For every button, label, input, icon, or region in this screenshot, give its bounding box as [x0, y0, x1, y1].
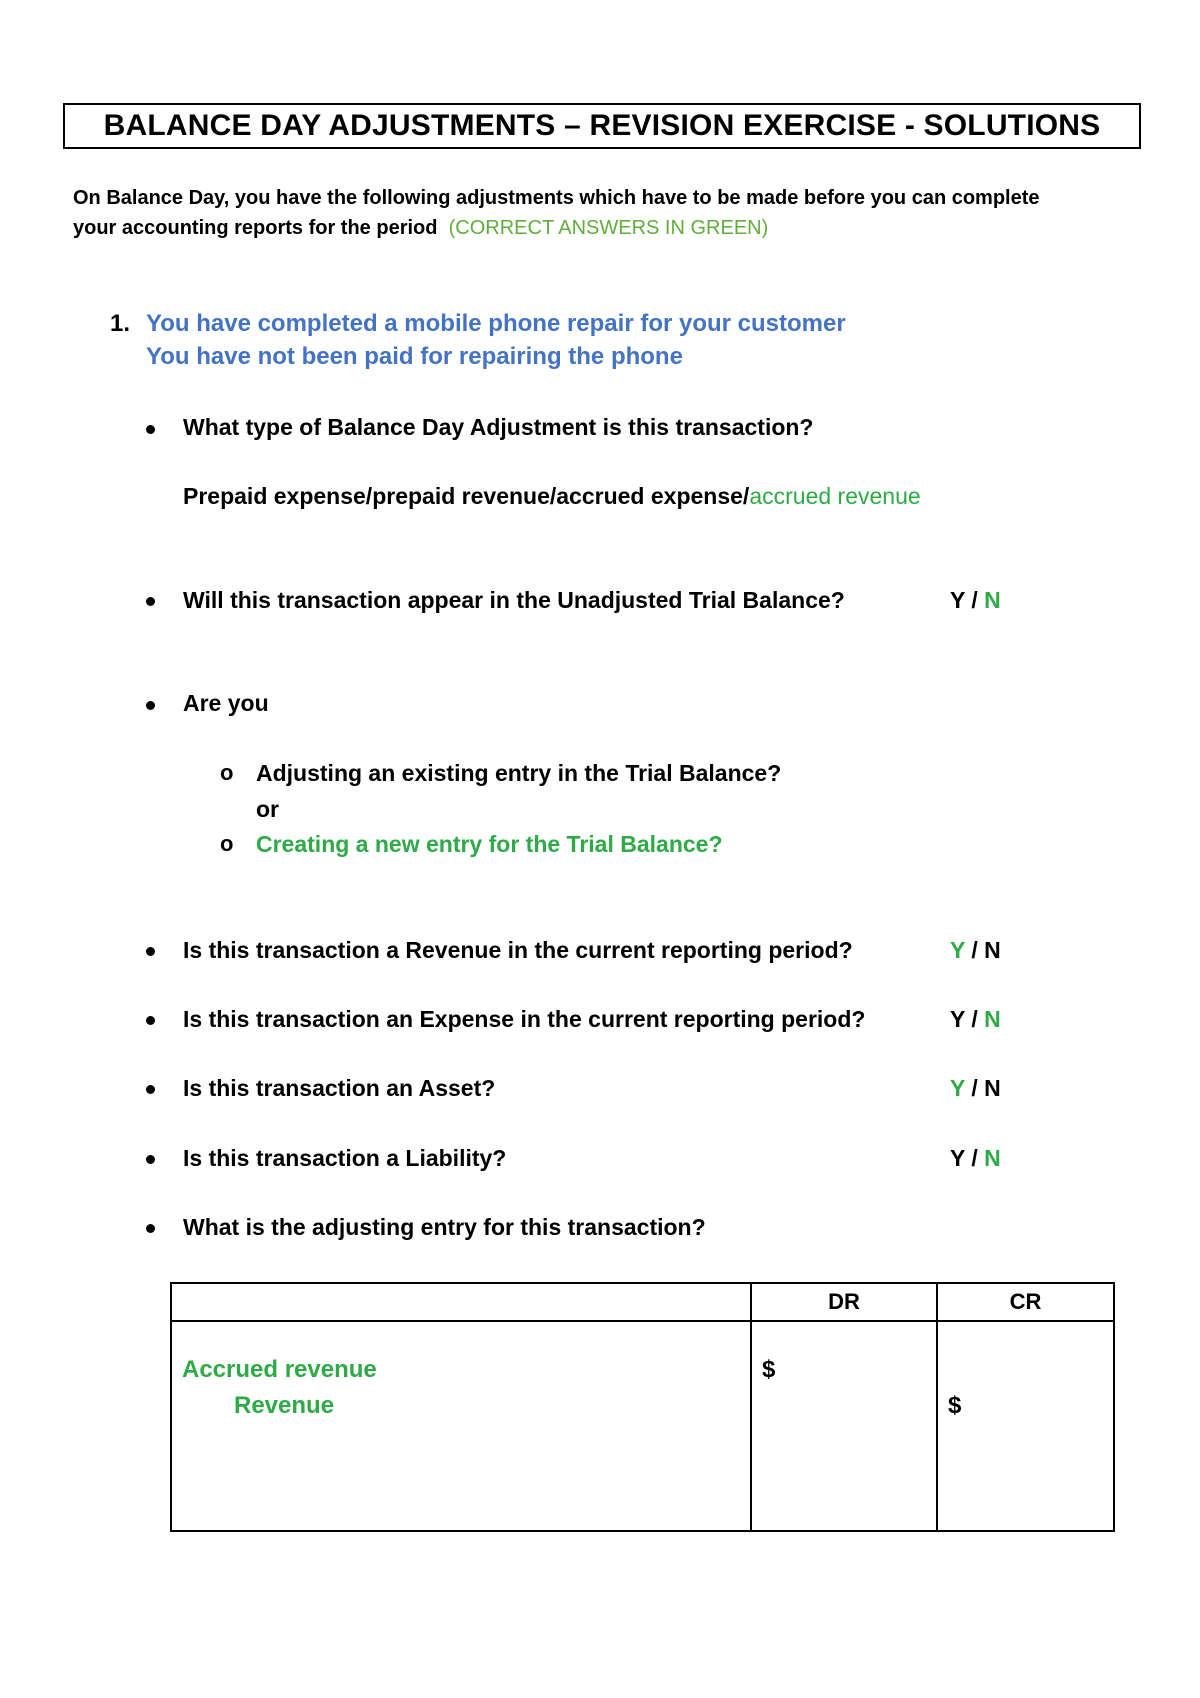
answer-asset [950, 1075, 1001, 1102]
yn-y: Y [950, 1075, 965, 1101]
bullet-dot [146, 701, 155, 710]
type-answer: accrued revenue [749, 483, 921, 509]
header-dr: DR [751, 1283, 937, 1321]
answer-expense [950, 1006, 1001, 1033]
yn-y: Y [950, 1145, 965, 1171]
yn-slash: / [964, 1006, 985, 1032]
intro-note: (CORRECT ANSWERS IN GREEN) [448, 217, 769, 239]
bullet-dot [146, 1224, 155, 1233]
bullet-dot [146, 1085, 155, 1094]
debit-account: Accrued revenue [182, 1356, 377, 1383]
yn-n: N [984, 1006, 1001, 1032]
yn-slash: / [964, 587, 985, 613]
bullet-are-you: Are you [183, 690, 269, 716]
bullet-type-options [183, 483, 921, 510]
sub-option-adjusting: Adjusting an existing entry in the Trial Balance? [256, 760, 782, 786]
yn-y: Y [950, 1006, 965, 1032]
yn-y: Y [950, 937, 965, 963]
sub-marker: o [220, 831, 234, 856]
answer-liability [950, 1145, 1001, 1172]
yn-y: Y [950, 587, 965, 613]
intro-line-2 [73, 217, 768, 240]
bullet-dot [146, 1016, 155, 1025]
cr-amount: $ [948, 1392, 962, 1419]
bullet-expense-question: Is this transaction an Expense in the current reporting period? [183, 1006, 866, 1032]
bullet-dot [146, 1155, 155, 1164]
page-title: BALANCE DAY ADJUSTMENTS – REVISION EXERCISE - SOLUTIONS [103, 109, 1101, 142]
dr-cell [751, 1321, 937, 1531]
question-number: 1. [110, 310, 131, 337]
sub-option-or: or [256, 796, 279, 822]
bullet-dot [146, 947, 155, 956]
bullet-dot [146, 425, 155, 434]
header-account [171, 1283, 751, 1321]
bullet-type-question: What type of Balance Day Adjustment is this transaction? [183, 414, 814, 440]
yn-n: N [984, 1075, 1001, 1101]
header-cr: CR [937, 1283, 1114, 1321]
sub-marker: o [220, 760, 234, 785]
sub-option-creating: Creating a new entry for the Trial Balance? [256, 831, 723, 857]
bullet-entry-question: What is the adjusting entry for this transaction? [183, 1214, 706, 1240]
question-line-1: You have completed a mobile phone repair for your customer [146, 310, 846, 337]
bullet-liability-question: Is this transaction a Liability? [183, 1145, 507, 1171]
journal-entry-row [171, 1321, 1114, 1531]
bullet-unadjusted-question: Will this transaction appear in the Unadjusted Trial Balance? [183, 587, 845, 613]
bullet-dot [146, 597, 155, 606]
journal-table [170, 1282, 1115, 1532]
bullet-asset-question: Is this transaction an Asset? [183, 1075, 496, 1101]
credit-account: Revenue [234, 1392, 335, 1419]
type-options-text: Prepaid expense/prepaid revenue/accrued expense/ [183, 483, 750, 509]
intro-text-1: On Balance Day, you have the following adjustments which have to be made before you can complete [73, 187, 1040, 209]
answer-revenue [950, 937, 1001, 964]
yn-n: N [984, 1145, 1001, 1171]
yn-slash: / [964, 937, 985, 963]
title-box [63, 103, 1141, 149]
intro-text-2: your accounting reports for the period [73, 217, 438, 239]
yn-n: N [984, 587, 1001, 613]
intro-line-1 [73, 187, 1040, 210]
question-line-2: You have not been paid for repairing the phone [146, 343, 683, 370]
journal-header-row [171, 1283, 1114, 1321]
cr-cell [937, 1321, 1114, 1531]
account-cell [171, 1321, 751, 1531]
dr-amount: $ [762, 1356, 776, 1383]
yn-slash: / [964, 1145, 985, 1171]
yn-slash: / [964, 1075, 985, 1101]
yn-n: N [984, 937, 1001, 963]
bullet-revenue-question: Is this transaction a Revenue in the current reporting period? [183, 937, 853, 963]
answer-unadjusted [950, 587, 1001, 614]
